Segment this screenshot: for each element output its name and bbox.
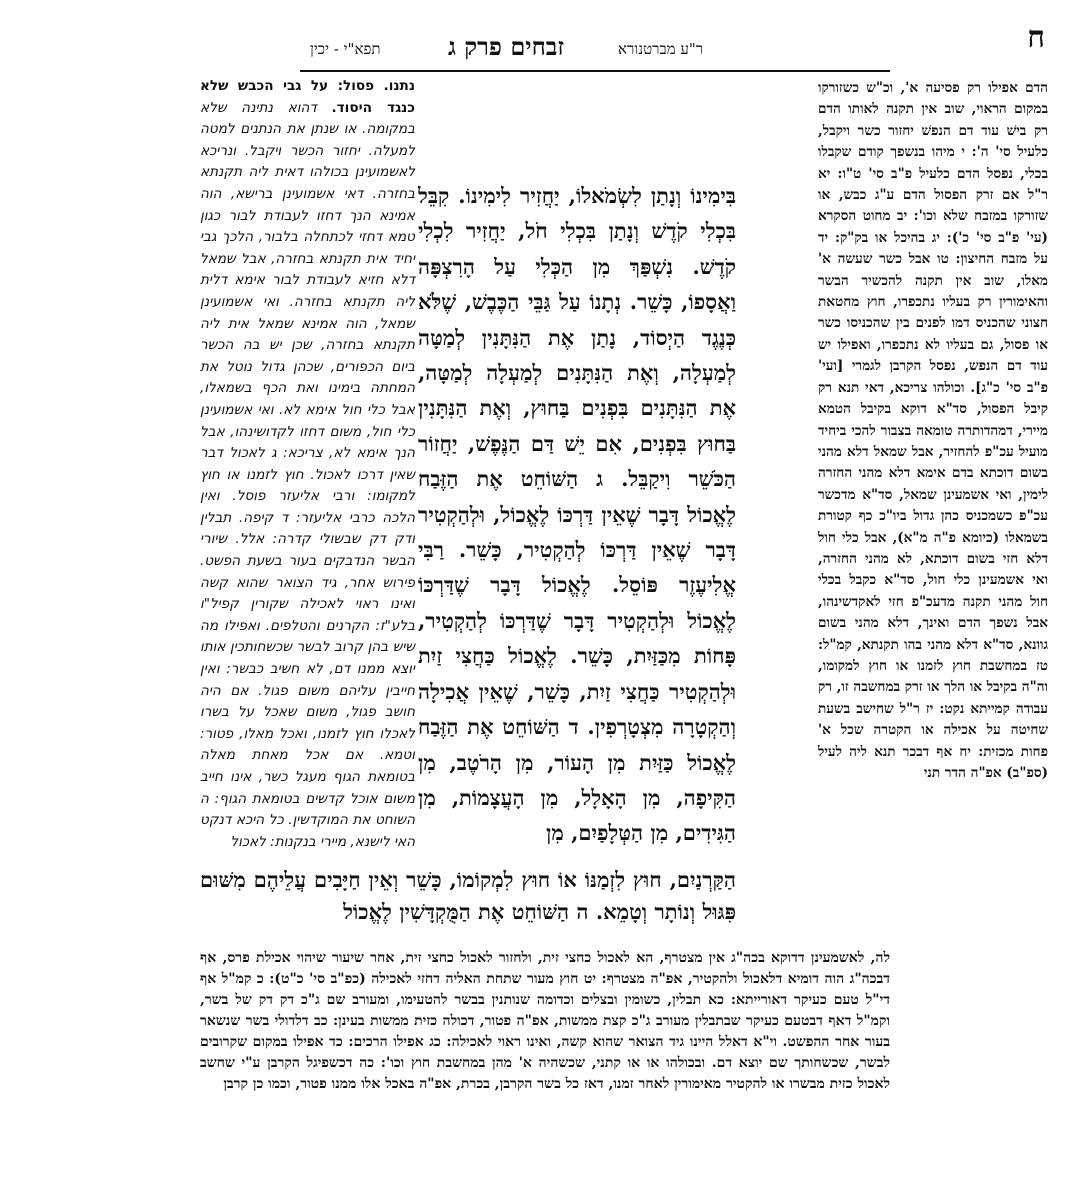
running-title-right: תפא"י - יכין (310, 40, 381, 58)
bartenura-column (200, 76, 415, 862)
running-header (300, 28, 890, 68)
bartenura-body: דהוא נתינה שלא במקומה. או שנתן את הנתנים למטה למעלה. יחזור הכשר ויקבל. ונריכא לאשמועינן בכולהו דאית ליה תקנתא בחזרה. דאי אשמועינן ברישא, הוה אמינא הנך דחזו לעבודת לבור כגון טמא דחזי לכתחלה בלבור, הלכך גבי יחיד אית תקנתא בחזרה, אבל שמאל דלא חזיא לעבודת לבור אימא דלית ליה תקנתא בחזרה. ואי אשמועינן שמאל, הוה אמינא שמאל אית ליה תקנתא בחזרה, שכן יש בה הכשר ביום הכפורים, שכהן גדול נוטל את המחתה בימינו ואת הכף בשמאלו, אבל כלי חול אימא לא. ואי אשמועינן כלי חול, משום דחזו לקדושינהו, אבל הנך אימא לא, צריכא: ג לאכול דבר שאין דרכו לאכול. חוץ לזמנו או חוץ למקומו: ורבי אליעזר פוסל. ואין הלכה כרבי אליעזר: ד קיפה. תבלין ודק דק שבשולי קדרה: אלל. שיורי הבשר הנדבקים בעור בשעת הפשט. פירוש אחר, גיד הצואר שהוא קשה ואינו ראוי לאכילה שקורין קפיל"ו בלע"ז: הקרנים והטלפים. ואפילו מה שיש בהן קרוב לבשר שכשחותכין אותו יוצא ממנו דם, לא חשיב כבשר: ואין חייבין עליהם משום פגול. אם היה חושב פגול, משום שאכל על בשרו לאכלו חוץ לזמנו, ואכל מאלו, פטור: וטמא. אם אכל מאחת מאלה בטומאת הגוף מעגל כשר, אינו חייב משום אוכל קדשים בטומאת הגוף: ה השוחט את המוקדשין. כל היכא דנקט האי לישנא, מיירי בנקנות: לאכול (200, 99, 415, 850)
page-number: ח (1027, 20, 1045, 55)
commentary-right-column (818, 78, 1048, 950)
mishnah-main-text: בִּימִינוֹ וְנָתַן לִשְׂמֹאלוֹ, יַחֲזִיר לִימִינוֹ. קִבֵּל בִּכְלִי קֹדֶשׁ וְנָתַן בִּכְלִי חֹל, יַחֲזִיר לִכְלִי קֹדֶשׁ. נִשְׁפַּךְ מִן הַכְּלִי עַל הָרִצְפָּה וַאֲסָפוֹ, כָּשֵׁר. נְתָנוֹ עַל גַּבֵּי הַכֶּבֶשׁ, שֶׁלֹּא כְּנֶגֶד הַיְסוֹד, נָתַן אֶת הַנִּתָּנִין לְמַטָּה לְמַעְלָה, וְאֶת הַנִּתָּנִים לְמַעְלָה לְמַטָּה, אֶת הַנִּתָּנִים בִּפְנִים בַּחוּץ, וְאֶת הַנִּתָּנִין בַּחוּץ בִּפְנִים, אִם יֵשׁ דַּם הַנֶּפֶשׁ, יַחֲזוֹר הַכֹּשֵׁר וִיקַבֵּל. ג הַשּׁוֹחֵט אֶת הַזֶּבַח לֶאֱכוֹל דָּבָר שֶׁאֵין דַּרְכּוֹ לֶאֱכוֹל, וּלְהַקְטִיר דָּבָר שֶׁאֵין דַּרְכּוֹ לְהַקְטִיר, כָּשֵׁר. רַבִּי אֱלִיעֶזֶר פּוֹסֵל. לֶאֱכוֹל דָּבָר שֶׁדַּרְכּוֹ לֶאֱכוֹל וּלְהַקְטִיר דָּבָר שֶׁדַּרְכּוֹ לְהַקְטִיר, פָּחוֹת מִכַּזַּיִת, כָּשֵׁר. לֶאֱכוֹל כַּחֲצִי זַיִת וּלְהַקְטִיר כַּחֲצִי זַיִת, כָּשֵׁר, שֶׁאֵין אֲכִילָה וְהַקְטָרָה מִצְטָרְפִין. ד הַשּׁוֹחֵט אֶת הַזֶּבַח לֶאֱכוֹל כַּזַּיִת מִן הָעוֹר, מִן הָרֹטֶב, מִן הַקִּיפָה, מִן הָאָלָל, מִן הָעֲצָמוֹת, מִן הַגִּידִים, מִן הַטְּלָפַיִם, מִן (418, 183, 736, 846)
bartenura-text (200, 76, 415, 853)
mishnah-bottom-text: הַקַּרְנַיִם, חוּץ לִזְמַנּוֹ אוֹ חוּץ לִמְקוֹמוֹ, כָּשֵׁר וְאֵין חַיָּבִים עֲלֵיהֶם מִשּׁוּם פִּגּוּל וְנוֹתָר וְטָמֵא. ה הַשּׁוֹחֵט אֶת הַמֻּקְדָּשִׁין לֶאֱכוֹל (200, 867, 736, 924)
running-title-center: זבחים פרק ג (448, 32, 565, 61)
bartenura-lead: נתנו. פסול: על גבי הכבש שלא כנגד היסוד. (200, 78, 415, 116)
running-title-left: ר"ע מברטנורא (618, 40, 704, 58)
header-rule (300, 70, 890, 72)
bottom-notes: לה, לאשמעינן דדוקא בכה"ג אין מצטרף, הא לאכול כחצי זית, ולחזור לאכול כחצי זית, אחר שיעור שיהוי אכילת פרס, אף דבכה"ג הוה דומיא דלאכול ולהקטיר, אפ"ה מצטרף: יט חוץ מעור שתחת האליה דחזי לאכילה (כפ"ב סי' כ"ט): כ קמ"ל אף די"ל טעם כעיקר דאורייתא: כא תבלין, כשומין ובצלים וכדומה שנותנין בבשר להטעימו, ומעורב שם ג"כ דק דק של בשר, וקמ"ל דאף דבטעם כעיקר שבתבלין מעורב ג"כ קצת ממשות, אפ"ה פטור, דכולה כזית ממשות בעינן: כב דלדולי בשר שנשאר בעור אחר ההפשט. וי"א דאלל היינו גיד הצואר שהוא קשה, ואינו ראוי לאכילה: כג אפילו הרכים: כד אפילו במקום שקרובים לבשר, שכשחותך שם יוצא דם. ובכולהו או או קתני, שכשהיה א' מהן במחשבת חוץ וכו': כה דכשפיגל הקרבן ע"י שחשב לאכול כזית מבשרו או להקטיר מאימורין לאחר זמנו, דאז כל בשר הקרבן, בכרת, אפ"ה באכל אלו ממנו פטור, וכמו כן קרבן (200, 950, 890, 1092)
commentary-right-text: הדם אפילו רק פסיעה א', וכ"ש כשזורקו במקום הראוי, שוב אין תקנה לאותו הדם רק בישׁ עוד דם הנפשׁ יחזור כשר ויקבל, כלעיל סי' ה': י מיהו בנשפך קודם שקבלו בכלי, נפסל הדם כלעיל פ"ב סי' ט"ו: יא ר"ל אם זרק הפסול הדם ע"ג כבש, או שזורקו במזבח שלא וכו': יב מחוט הסקרא (עי' פ"ב סי' כ'): יג בהיכל או בק"ק: יד על מזבח החיצון: טו אבל כשר שעשה א' מאלו, שוב אין תקנה להכשיר הבשר והאימורין רק בעליו נתכפרו, חוץ מחטאת חצוני שהכניס דמו לפנים בין שהכניסו כשר או פסול, גם בעליו לא נתכפרו, ואפילו יש עוד דם הנפש, נפסל הקרבן לגמרי [ועי' פ"ב סי' כ"ג]. וכולהו צריכא, דאי תנא רק קיבל הפסול, סד"א דוקא בקיבל הטמא מיירי, דמהדותרה טומאה בצבור להכי ביחיד מועיל עכ"פ להחזיר, אבל שמאל דלא מהני בשום דוכתא בדם אימא דלא מהני החזרה לימין, ואי אשמעינן שמאל, סד"א מדכשר עכ"פ כשמכניס כהן גדול ביו"כ כף קטורת בשמאלו (כיומא פ"ה מ"א), אבל כלי חול דלא חזי בשום דוכתא, לא מהני החזרה, ואי אשמעינן כלי חול, סד"א כקבל בכלי חול מהני תקנה מדעכ"פ חזי לאקדשינהו, אבל נשפך הדם ואינך, דלא מהני בשום גוונא, סד"א דלא מהני בהו תקנתא, קמ"ל: טז במחשבת חוץ לזמנו או חוץ למקומו, וה"ה בקיבל או הלך או זרק במחשבה זו, רק עבודה קמייתא נקט: יז ר"ל שחישב בשעת שחיטה על אכילה או הקטרה שכל א' פחות מכזית: יח אף דבכר תנא ליה לעיל (ספ"ב) אפ"ה הדר תני (818, 80, 1048, 781)
